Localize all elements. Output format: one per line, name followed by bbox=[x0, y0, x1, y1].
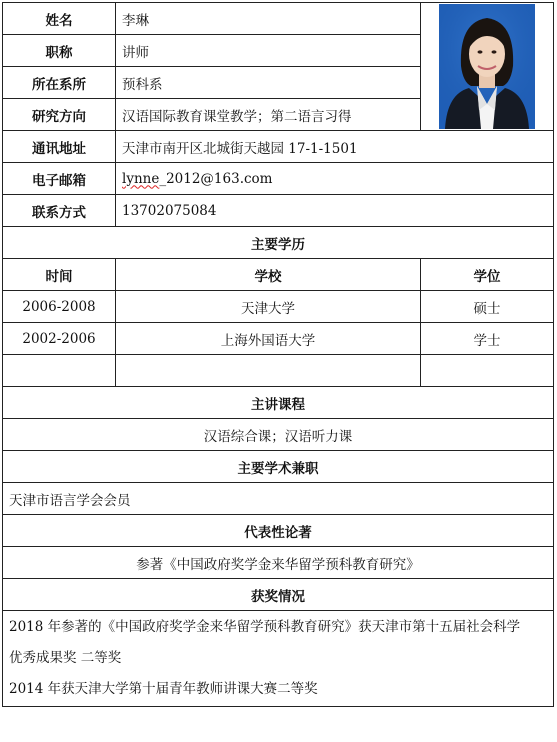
publications-section-title: 代表性论著 bbox=[3, 515, 554, 547]
address-row bbox=[3, 131, 554, 163]
dept-label: 所在系所 bbox=[3, 67, 116, 99]
research-label: 研究方向 bbox=[3, 99, 116, 131]
education-empty-row bbox=[3, 355, 554, 387]
education-section-title: 主要学历 bbox=[3, 227, 554, 259]
email-row bbox=[3, 163, 554, 195]
courses-value: 汉语综合课；汉语听力课 bbox=[3, 419, 554, 451]
resume-table bbox=[2, 2, 554, 707]
award-line: 优秀成果奖 二等奖 bbox=[9, 650, 122, 666]
title-value: 讲师 bbox=[116, 35, 421, 67]
email-value bbox=[116, 163, 554, 195]
name-label: 姓名 bbox=[3, 3, 116, 35]
photo-cell bbox=[421, 3, 554, 131]
awards-row bbox=[3, 611, 554, 707]
email-label: 电子邮箱 bbox=[3, 163, 116, 195]
award-line: 2014 年获天津大学第十届青年教师讲课大赛二等奖 bbox=[9, 681, 318, 697]
education-time: 2006-2008 bbox=[3, 291, 116, 323]
publications-section-row bbox=[3, 515, 554, 547]
phone-row bbox=[3, 195, 554, 227]
address-value: 天津市南开区北城街天越园 17-1-1501 bbox=[116, 131, 554, 163]
education-header-time: 时间 bbox=[3, 259, 116, 291]
title-label: 职称 bbox=[3, 35, 116, 67]
roles-row bbox=[3, 483, 554, 515]
empty-cell bbox=[116, 355, 421, 387]
education-header-school: 学校 bbox=[116, 259, 421, 291]
education-degree: 学士 bbox=[421, 323, 554, 355]
courses-section-row bbox=[3, 387, 554, 419]
education-school: 上海外国语大学 bbox=[116, 323, 421, 355]
name-value: 李琳 bbox=[116, 3, 421, 35]
education-section-row bbox=[3, 227, 554, 259]
phone-label: 联系方式 bbox=[3, 195, 116, 227]
education-time: 2002-2006 bbox=[3, 323, 116, 355]
courses-row bbox=[3, 419, 554, 451]
name-row bbox=[3, 3, 554, 35]
research-value: 汉语国际教育课堂教学；第二语言习得 bbox=[116, 99, 421, 131]
roles-section-row bbox=[3, 451, 554, 483]
awards-section-row bbox=[3, 579, 554, 611]
email-user: lynne bbox=[122, 170, 160, 187]
email-domain: _2012@163.com bbox=[159, 170, 273, 187]
education-row bbox=[3, 323, 554, 355]
roles-section-title: 主要学术兼职 bbox=[3, 451, 554, 483]
awards-section-title: 获奖情况 bbox=[3, 579, 554, 611]
address-label: 通讯地址 bbox=[3, 131, 116, 163]
empty-cell bbox=[421, 355, 554, 387]
awards-value bbox=[3, 611, 554, 707]
award-line: 2018 年参著的《中国政府奖学金来华留学预科教育研究》获天津市第十五届社会科学 bbox=[9, 619, 521, 635]
publications-value: 参著《中国政府奖学金来华留学预科教育研究》 bbox=[3, 547, 554, 579]
roles-value: 天津市语言学会会员 bbox=[3, 483, 554, 515]
portrait-photo bbox=[439, 4, 535, 129]
education-school: 天津大学 bbox=[116, 291, 421, 323]
education-header-row bbox=[3, 259, 554, 291]
publications-row bbox=[3, 547, 554, 579]
phone-value: 13702075084 bbox=[116, 195, 554, 227]
courses-section-title: 主讲课程 bbox=[3, 387, 554, 419]
education-degree: 硕士 bbox=[421, 291, 554, 323]
education-row bbox=[3, 291, 554, 323]
empty-cell bbox=[3, 355, 116, 387]
dept-value: 预科系 bbox=[116, 67, 421, 99]
education-header-degree: 学位 bbox=[421, 259, 554, 291]
